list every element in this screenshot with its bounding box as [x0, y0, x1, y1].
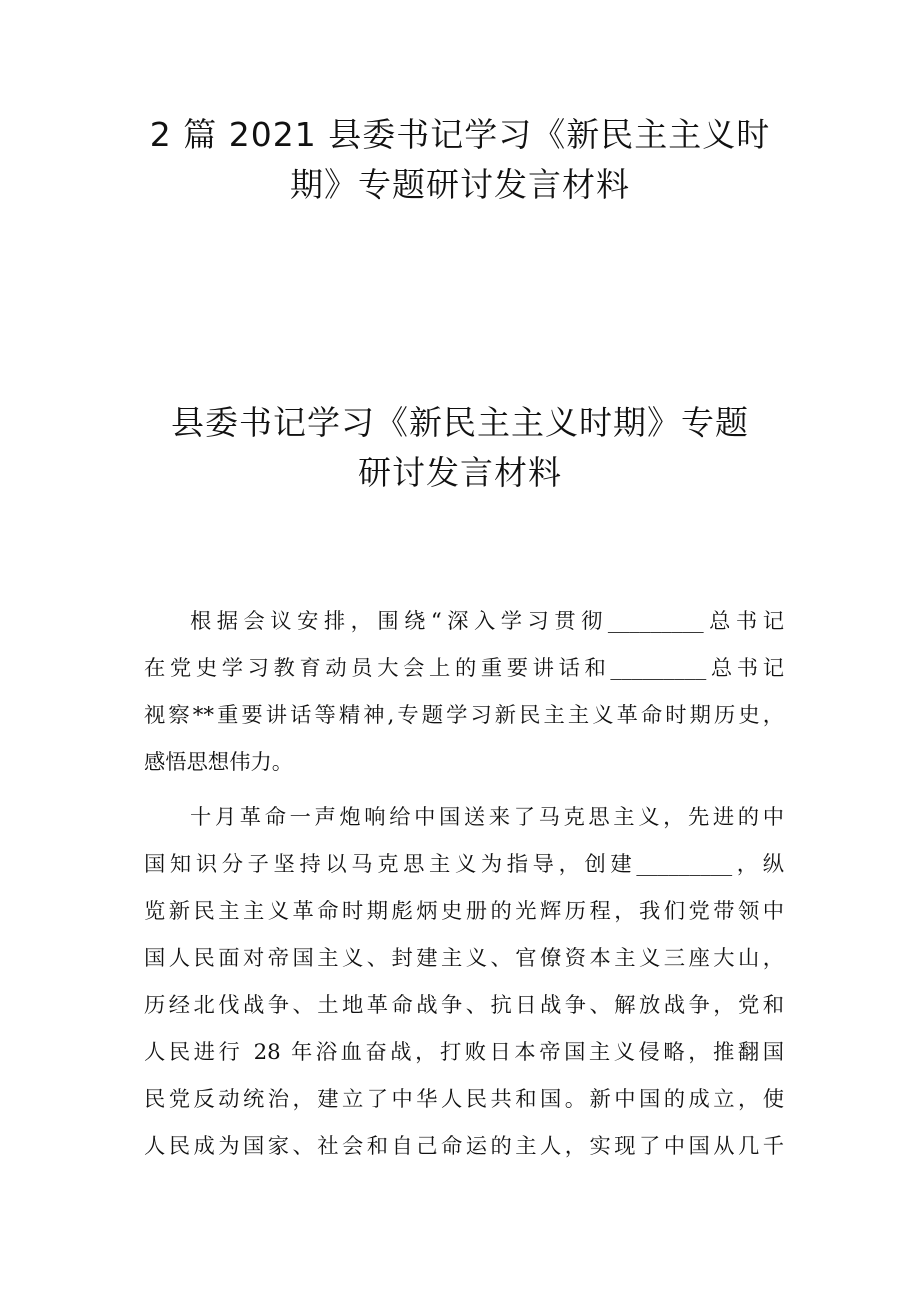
paragraph-line: 国人民面对帝国主义、封建主义、官僚资本主义三座大山，	[144, 946, 784, 971]
document-title-line: 期》专题研讨发言材料	[290, 165, 630, 204]
article-title	[120, 398, 800, 498]
paragraph-line: 历经北伐战争、土地革命战争、抗日战争、解放战争，党和	[144, 993, 784, 1018]
paragraph-line: 感悟思想伟力。	[144, 750, 294, 775]
article-title-line: 县委书记学习《新民主主义时期》专题	[171, 403, 749, 442]
paragraph-line: 人民成为国家、社会和自己命运的主人，实现了中国从几千	[144, 1134, 784, 1159]
document-title	[120, 110, 800, 210]
paragraph-line: 民党反动统治，建立了中华人民共和国。新中国的成立，使	[144, 1087, 784, 1112]
paragraph-line: 国知识分子坚持以马克思主义为指导，创建_________，纵	[144, 852, 784, 877]
paragraph-line: 视察**重要讲话等精神,专题学习新民主主义革命时期历史，	[144, 703, 784, 728]
paragraph	[144, 598, 784, 786]
article-title-line: 研讨发言材料	[358, 453, 562, 492]
paragraph-line: 十月革命一声炮响给中国送来了马克思主义，先进的中	[190, 805, 784, 830]
paragraph-line: 人民进行 28 年浴血奋战，打败日本帝国主义侵略，推翻国	[144, 1040, 784, 1065]
document-title-line: 2 篇 2021 县委书记学习《新民主主义时	[149, 115, 771, 154]
article-body	[144, 598, 784, 1178]
paragraph	[144, 794, 784, 1170]
paragraph-line: 根据会议安排，围绕“深入学习贯彻_________总书记	[190, 609, 784, 634]
paragraph-line: 览新民主主义革命时期彪炳史册的光辉历程，我们党带领中	[144, 899, 784, 924]
paragraph-line: 在党史学习教育动员大会上的重要讲话和_________总书记	[144, 656, 784, 681]
